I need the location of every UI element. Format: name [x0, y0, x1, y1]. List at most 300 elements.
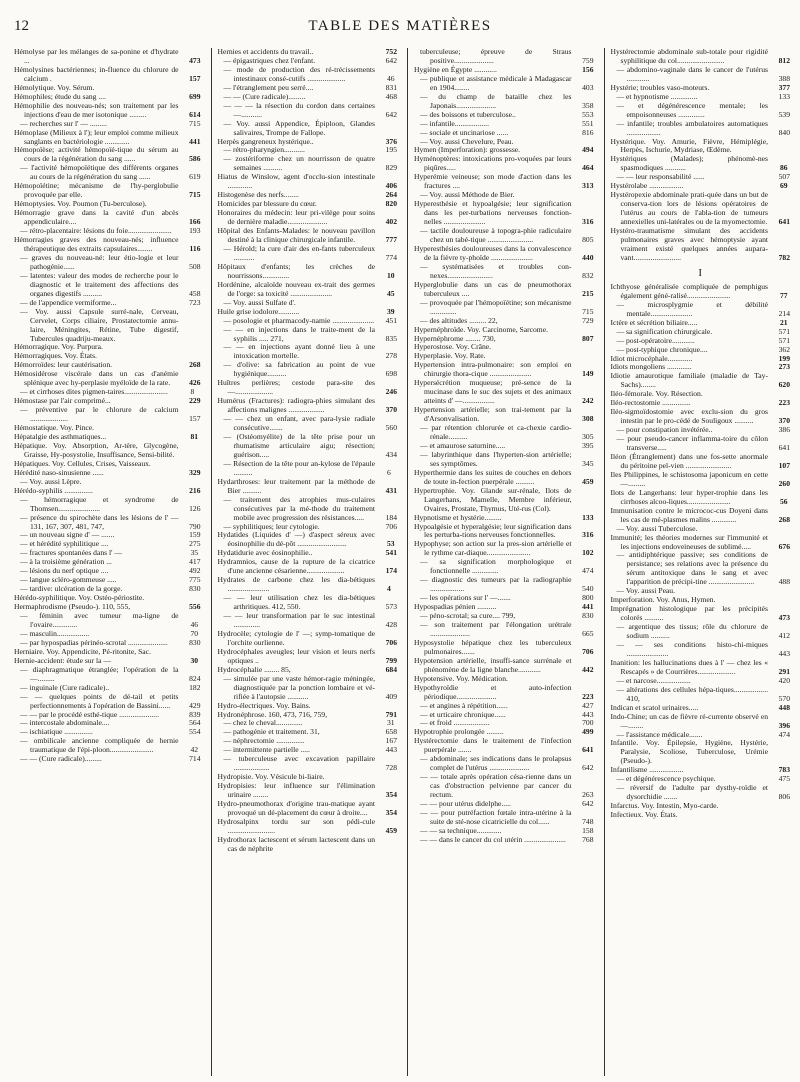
index-entry-page-number: 706 — [582, 646, 594, 656]
index-entry-page-number: 354 — [385, 808, 397, 818]
index-entry — [611, 605, 791, 623]
index-entry-text: — par hypospadias périnéo-scrotal ..................... — [20, 637, 168, 647]
index-entry-text: — recherches sur l' — ......... — [20, 118, 107, 128]
index-entry-text: — argentique des tissus; rôle du chlorure de sodium .......... — [616, 622, 770, 641]
index-entry-text: Iléo-sigmoïdostomie avec exclu-sion du gros intestin par le pro-cédé de Souligoux .......... — [610, 407, 770, 426]
index-entry — [611, 507, 791, 525]
index-entry — [14, 272, 201, 299]
index-entry — [611, 138, 791, 156]
index-entry-text: — Voy. aussi Tuberculose. — [616, 523, 698, 533]
index-entry-page-number: 464 — [582, 163, 594, 173]
index-entry-text: — Voy. aussi Chevelure, Peau. — [420, 136, 514, 146]
index-entry-text: — et angines à répétition...... — [420, 700, 508, 710]
index-entry-page-number: 729 — [582, 315, 594, 325]
index-entry — [14, 146, 201, 164]
index-entry-page-number: 291 — [778, 666, 790, 676]
index-entry-text: — un nouveau signe d' — ....... — [20, 530, 115, 540]
index-entry-page-number: 723 — [189, 297, 201, 307]
index-entry-page-number: 488 — [778, 577, 790, 587]
index-column-1 — [14, 48, 201, 1076]
index-entry-text: — — en injections ayant donné lieu à une intoxication mortelle. — [223, 342, 377, 361]
index-entry-text: Histogenèse des nerfs........ — [217, 190, 299, 200]
index-entry — [611, 713, 791, 731]
index-entry — [414, 93, 594, 111]
index-entry-page-number: 264 — [385, 190, 397, 200]
index-entry — [218, 209, 398, 227]
index-entry: Hernie-accident: étude sur la — 30 — [14, 655, 199, 665]
index-entry-text: — diaphragmatique étranglée; l'opération de la —......... — [20, 664, 181, 683]
index-entry-text: Hémorragiques. Voy. États. — [14, 351, 97, 361]
index-entry-text: — préventive par le chlorure de calcium .................... — [20, 405, 181, 424]
index-entry-text: — — sa technique............. — [420, 825, 502, 835]
index-entry — [218, 782, 398, 800]
index-entry — [414, 281, 594, 299]
index-entry-page-number: 133 — [778, 91, 790, 101]
index-entry-text: Hyperthermie dans les suites de couches en dehors de toute in-fection puerpérale .......... — [414, 467, 574, 486]
index-entry-text: Idiotie amaurotique familiale (maladie de Tay-Sachs)........ — [610, 371, 768, 390]
index-entry-page-number: 614 — [189, 109, 201, 119]
index-entry-page-number: 831 — [385, 82, 397, 92]
index-entry-text: Hydatides (Liquides d' —) d'aspect séreux avec éosinophilie du dé-pôt .......................... — [217, 530, 377, 549]
index-entry — [14, 102, 201, 120]
index-entry-page-number: 157 — [189, 414, 201, 424]
index-entry-text: Hypertrophie. Voy. Glande sur-rénale, Ilots de Langerhans, Mamelle, Membre inférieur, Ovaires, Prostate, Thymus, Uté-rus (Col). — [414, 485, 574, 513]
index-entry-text: — et urticaire chronique...... — [420, 709, 506, 719]
index-entry: — masculin................. 70 — [20, 628, 199, 638]
index-entry-text: — — quelques points de dé-tail et petits perfectionnements à l'opération de Bassini...... — [20, 691, 181, 710]
index-entry-text: Hiatus de Winslow, agent d'occlu-sion intestinale ............. — [217, 172, 377, 191]
index-entry-page-number: 216 — [189, 485, 201, 495]
index-entry-page-number: 805 — [582, 235, 594, 245]
index-entry-text: Hygiène en Égypte ............ — [414, 64, 497, 74]
index-entry — [218, 173, 398, 191]
index-entry: Hordénine, alcaloïde nouveau ex-trait des germes de l'orge: sa toxicité ...................... 45 — [217, 279, 395, 298]
index-entry-page-number: 642 — [582, 799, 594, 809]
index-entry-text: — et dégénérescence psychique. — [616, 774, 716, 784]
index-entry — [218, 379, 398, 397]
index-entry-text: — et cirrhoses dites pigmen-taires....................... — [20, 387, 168, 397]
index-entry-page-number: 829 — [385, 163, 397, 173]
index-entry-page-number: 830 — [189, 637, 201, 647]
index-entry-page-number: 748 — [582, 816, 594, 826]
index-entry-page-number: 698 — [385, 369, 397, 379]
index-entry-page-number: 377 — [778, 82, 790, 92]
index-entry-page-number: 149 — [582, 369, 594, 379]
index-entry-text: Homicides par blessure du cœur. — [217, 199, 317, 209]
index-entry-text: — et froid ................... — [420, 718, 490, 728]
index-entry-text: Hypophyse; son action sur la pres-sion artérielle et le rythme car-diaque....................... — [414, 539, 574, 558]
index-entry-page-number: 409 — [385, 691, 397, 701]
index-entry-text: Hydropisie. Voy. Vésicule bi-liaire. — [217, 772, 325, 782]
index-entry-text: Iléo-rectostomie ............... — [610, 398, 691, 408]
index-entry — [14, 164, 201, 182]
index-entry-text: — post-typhique chronique.... — [616, 344, 708, 354]
index-entry: — fractures spontanées dans l' — 35 — [20, 548, 199, 558]
index-entry-page-number: 715 — [189, 118, 201, 128]
index-entry-text: Herniaire. Voy. Appendicite, Pé-ritonite, Sac. — [14, 646, 151, 656]
index-entry — [14, 48, 201, 66]
index-entry-page-number: 354 — [385, 790, 397, 800]
index-entry — [414, 361, 594, 379]
index-entry-text: Idiot microcéphale............. — [610, 353, 693, 363]
index-entry-text: — hémorragique et syndrome de Thomsen...................... — [20, 494, 181, 513]
index-entry-page-number: 223 — [582, 691, 594, 701]
index-entry-text: Hydro-pneumothorax d'origine trau-matique ayant provoqué un dé-placement du cœur à droite.... — [217, 799, 377, 818]
index-entry-text: Hypertension artérielle; son trai-tement par la d'Arsonvalisation. — [414, 405, 574, 424]
index-entry-text: Hydramnios, cause de la rupture de la cicatrice d'une ancienne césarienne.................... — [217, 557, 377, 576]
index-entry-page-number: 316 — [582, 217, 594, 227]
index-entry-text: Immunisation contre le micrococ-cus Doyeni dans les cas de mé-plasmes malins ............. — [610, 505, 770, 524]
index-entry-page-number: 556 — [189, 602, 201, 612]
index-entry-page-number: 116 — [189, 243, 201, 253]
index-entry-text: Hypospadias pénien .......... — [414, 602, 497, 612]
index-entry — [218, 102, 398, 120]
index-entry-text: Hyperémie veineuse; son mode d'action dans les fractures .... — [414, 172, 574, 191]
index-entry-text: Infantilisme .................. — [610, 765, 684, 775]
index-entry — [611, 120, 791, 138]
index-entry-page-number: 676 — [778, 541, 790, 551]
index-entry — [218, 343, 398, 361]
index-column-3 — [407, 48, 594, 1076]
index-entry-text: — présence du spirochète dans les lésions de l' — 131, 167, 307, 481, 747, — [20, 512, 181, 531]
index-entry-page-number: 830 — [582, 611, 594, 621]
index-entry — [414, 639, 594, 657]
index-entry-page-number: 443 — [778, 648, 790, 658]
index-entry-page-number: 428 — [385, 620, 397, 629]
index-entry-page-number: 358 — [582, 100, 594, 110]
index-entry-page-number: 554 — [189, 727, 201, 737]
index-entry-text: — latentes: valeur des modes de recherche pour le diagnostic et le traitement des affections des organes digestifs .......... — [20, 270, 181, 298]
index-entry-page-number: 442 — [582, 664, 594, 674]
index-entry — [414, 299, 594, 317]
index-entry-page-number: 706 — [385, 521, 397, 531]
index-entry-text: Hémostatique. Voy. Pince. — [14, 423, 95, 433]
index-entry-page-number: 699 — [189, 91, 201, 101]
index-entry-text: — pathogénie et traitement. 31, — [223, 727, 320, 737]
index-entry — [14, 514, 201, 532]
index-entry-text: — abdomino-vaginale dans le cancer de l'utérus ............ — [616, 64, 770, 83]
index-entry — [414, 200, 594, 227]
index-entry-page-number: 700 — [582, 718, 594, 728]
index-entry-text: — tardive: ulcération de la gorge. — [20, 584, 123, 594]
index-entry-text: Infectieux. Voy. États. — [610, 810, 678, 820]
index-entry-text: Iléo-fémorale. Voy. Résection. — [610, 389, 703, 399]
index-entry — [611, 686, 791, 704]
index-entry-text: Indo-Chine; un cas de fièvre ré-currente observé en —........ — [610, 711, 770, 730]
index-entry-text: — chez le cheval.............. — [223, 718, 303, 728]
index-entry-page-number: 641 — [582, 745, 594, 755]
index-entry-text: — inguinale (Cure radicale).. — [20, 682, 110, 692]
index-entry-text: Hépatiques. Voy. Cellules, Crises, Vaisseaux. — [14, 458, 151, 468]
index-entry-page-number: 426 — [189, 378, 201, 388]
index-entry-page-number: 362 — [778, 344, 790, 354]
index-entry-text: Hémoplase (Milieux à l'); leur emploi comme milieux sanglants en bactériologie ............. — [14, 127, 181, 146]
index-entry-text: — néphrectomie ............... — [223, 736, 305, 746]
index-entry-page-number: 541 — [385, 548, 397, 558]
index-entry-text: Hyménoptères: intoxications pro-voquées par leurs piqûres..... — [414, 154, 574, 173]
index-entry-page-number: 840 — [778, 127, 790, 137]
index-entry-text: — diagnostic des tumeurs par la radiographie .................. — [420, 575, 574, 594]
index-entry-text: Hypoalgésie et hyperalgésie; leur signification dans les perturba-tions nerveuses fonctionnelles. — [414, 521, 574, 540]
index-entry-text: — et hypnotisme .............. — [616, 91, 698, 101]
index-entry-page-number: 278 — [385, 351, 397, 361]
index-entry-page-number: 156 — [582, 64, 594, 74]
index-entry-text: Hyperesthésie et hypoalgésie; leur signification dans les per-turbations nerveuses fonction-nelles ...................... — [414, 199, 574, 227]
index-entry: — Résection de la tête pour an-kylose de l'épaule .......... 6 — [223, 458, 391, 477]
index-entry-text: — et dégénérescence mentale; les empoisonneuses .............. — [616, 100, 770, 119]
index-entry-text: Indican et scatol urinaires..... — [610, 702, 699, 712]
index-entry — [218, 397, 398, 415]
index-entry-page-number: 412 — [778, 631, 790, 641]
index-entry-text: Ichthyose généralisée compliquée de pemphigus également géné-ralisé....................... — [610, 281, 770, 300]
index-entry-text: — du champ de bataille chez les Japonais..................... — [420, 91, 574, 110]
index-entry-text: Hermaphrodisme (Pseudo-). 110, 555, — [14, 602, 131, 612]
index-column-2 — [211, 48, 398, 1076]
index-entry-text: — labyrinthique dans l'hyperten-sion artérielle; ses symptômes. — [420, 449, 574, 468]
index-entry-page-number: 403 — [582, 82, 594, 92]
index-entry-page-number: 370 — [385, 405, 397, 415]
index-entry-text: Immunité; les théories modernes sur l'immunité et les injections endoveineuses de sublimé..... — [610, 532, 770, 551]
index-entry-text: — fractures spontanées dans l' — — [20, 548, 122, 558]
index-entry-text: Infantile. Voy. Épilepsie, Hygiène, Hystérie, Paralysie, Scoliose, Tuberculose, Urémie (Pseudo-). — [610, 738, 770, 766]
index-entry-text: — pour constipation invétérée.. — [616, 425, 713, 435]
index-entry — [14, 496, 201, 514]
index-entry — [218, 558, 398, 576]
index-entry-page-number: 223 — [778, 398, 790, 408]
index-entry-page-number: 665 — [582, 628, 594, 638]
index-entry-page-number: 388 — [778, 73, 790, 83]
index-entry-text: Hernie-accident: étude sur la — — [14, 655, 111, 665]
index-entry-text: — rétro-pharyngien........... — [223, 145, 305, 155]
index-entry-page-number: 475 — [778, 774, 790, 784]
index-entry — [414, 576, 594, 594]
index-entry-text: — de l'appendice vermiforme... — [20, 297, 117, 307]
index-entry: Hystériques (Malades); phénomè-nes spasmodiques ........... 86 — [610, 154, 788, 173]
index-entry-page-number: 429 — [189, 700, 201, 710]
index-entry-page-number: 167 — [385, 736, 397, 746]
index-entry-page-number: 273 — [778, 362, 790, 372]
index-entry — [218, 612, 398, 630]
index-entry-text: Hordénine, alcaloïde nouveau ex-trait des germes de l'orge: sa toxicité ...................... — [217, 279, 377, 298]
index-entry-page-number: 406 — [385, 181, 397, 191]
index-entry-text: Hémolysines bactériennes; in-fluence du chlorure de calcium . — [14, 64, 181, 83]
index-entry-page-number: 417 — [189, 557, 201, 567]
index-entry-page-number: 431 — [385, 485, 397, 495]
index-entry-text: Hystérique. Voy. Amurie, Fièvre, Hémiplégie, Herpès, Ischurie, Mydriase, Œdème. — [610, 136, 770, 155]
index-entry-page-number: 706 — [385, 637, 397, 647]
index-entry-text: — Voy. aussi Lèpre. — [20, 476, 82, 486]
index-entry-page-number: 775 — [189, 575, 201, 585]
index-entry-text: Hypotensive. Voy. Médication. — [414, 673, 508, 683]
index-entry — [414, 155, 594, 173]
index-entry — [218, 326, 398, 344]
index-entry-text: Hémorragie grave dans la cavité d'un abcès appendiculaire.... — [14, 208, 181, 227]
index-entry-page-number: 816 — [582, 127, 594, 137]
index-entry-text: — l'étranglement peu serré.... — [223, 82, 314, 92]
index-entry-text: — et amaurose saturnine..... — [420, 440, 506, 450]
index-entry — [414, 469, 594, 487]
index-entry — [414, 406, 594, 424]
index-entry-page-number: 684 — [385, 664, 397, 674]
index-entry: — féminin avec tumeur ma-ligne de l'ovaire............. 46 — [20, 611, 199, 629]
index-entry — [414, 75, 594, 93]
index-entry-text: Ilots de Langerhans: leur hyper-trophie dans les cirrhoses alcoo-liques....................... — [610, 487, 770, 506]
page-title: TABLE DES MATIÈRES — [308, 18, 492, 34]
index-entry — [218, 227, 398, 245]
index-entry-text: — intercostale abdominale.... — [20, 718, 110, 728]
index-entry — [611, 623, 791, 641]
index-entry — [414, 379, 594, 406]
index-entry-text: Imprégnation histologique par les précipités colorés .......... — [610, 604, 770, 623]
index-entry-text: Hypnotisme et hystérie......... — [414, 512, 502, 522]
index-entry-text: Hérédo-syphilitique. Voy. Ostéo-périostite. — [14, 593, 145, 603]
index-entry — [14, 129, 201, 147]
index-entry-page-number: 642 — [385, 109, 397, 119]
index-entry — [611, 811, 791, 820]
index-entry-page-number: 782 — [778, 252, 790, 262]
index-entry — [14, 406, 201, 424]
index-entry-text: — infantile; troubles ambulatoires automatiques .................. — [616, 118, 770, 137]
index-entry — [414, 540, 594, 558]
index-entry — [218, 415, 398, 433]
index-entry-text: Hyperostose. Voy. Crâne. — [414, 342, 492, 352]
index-entry-page-number: 824 — [189, 673, 201, 683]
index-entry-page-number: 305 — [582, 431, 594, 441]
index-entry-text: Humérus (Fractures): radiogra-phies simulant des affections malignes ................... — [217, 396, 377, 415]
index-entry-text: — — totale après opération césa-rienne dans un cas d'obstruction pelvienne par cancer du rectum. — [420, 772, 574, 800]
index-entry: Hépatalgie des asthmatiques... 81 — [14, 431, 199, 441]
index-entry-text: — Hérold; la cure d'air des en-fants tuberculeux ........... — [223, 243, 377, 262]
index-entry — [218, 836, 398, 854]
index-entry-text: Hydrothorax lactescent et sérum lactescent dans un cas de néphrite — [217, 834, 377, 853]
index-entry — [414, 558, 594, 576]
index-entry-page-number: 728 — [385, 763, 397, 773]
page-header — [14, 18, 786, 40]
index-entry — [218, 361, 398, 379]
index-entry-text: Imperforation. Voy. Anus, Hymen. — [610, 595, 716, 605]
index-entry — [218, 630, 398, 648]
index-entry-text: — (Ostéomyélite) de la tête prise pour un rhumatisme articulaire aigu; résection; guérison..... — [223, 431, 377, 459]
index-entry-text: — mode de production des ré-trécissements intestinaux consé-cutifs .................... — [223, 64, 377, 83]
index-entry-text: — langue scléro-gommeuse ..... — [20, 575, 117, 585]
index-entry-text: — et hérédité syphilitique .... — [20, 539, 109, 549]
index-entry-text: Hémolyse par les mélanges de sa-ponine et d'hydrate ... — [14, 48, 181, 65]
index-entry-page-number: 214 — [778, 308, 790, 318]
index-entry-text: — ischiatique ............... — [20, 727, 93, 737]
index-entry — [14, 666, 201, 684]
index-entry-text: Honoraires du médecin: leur pri-vilège pour soins de dernière maladie..................... — [217, 208, 377, 227]
index-entry-page-number: 157 — [189, 73, 201, 83]
index-entry-page-number: 396 — [778, 720, 790, 730]
index-entry-page-number: 474 — [582, 566, 594, 576]
index-entry — [218, 155, 398, 173]
index-entry-text: — zostériforme chez un nourrisson de quatre semaines .......... — [223, 154, 377, 173]
index-entry-page-number: 571 — [778, 326, 790, 336]
index-entry — [218, 433, 398, 460]
index-entry-text: — microsplygmie et débilité mentale...................... — [616, 299, 770, 318]
index-entry-page-number: 386 — [778, 425, 790, 435]
index-entry-text: — infantile.................. — [420, 118, 489, 128]
index-entry-text: Hépatalgie des asthmatiques... — [14, 431, 107, 441]
index-entry — [218, 120, 398, 138]
index-entry-text: Hydrocèle; cytologie de l' —; symp-tomatique de l'orchite ourlienne. — [217, 628, 377, 647]
index-entry — [611, 471, 791, 489]
index-entry-text: — tactile douloureuse à topogra-phie radiculaire chez un tabé-tique ........................ — [420, 226, 574, 245]
index-entry: Hydatides (Liquides d' —) d'aspect séreux avec éosinophilie du dé-pôt .......................... 53 — [217, 530, 395, 549]
index-entry-page-number: 835 — [385, 333, 397, 343]
index-entry-text: — des boissons et tuberculose.. — [420, 109, 516, 119]
index-entry-text: Hydrocéphales aveugles; leur vision et leurs nerfs optiques .. — [217, 646, 377, 665]
index-column-4 — [604, 48, 791, 1076]
index-entry — [611, 453, 791, 471]
index-entry-text: Hémophilie des nouveau-nés; son traitement par les injections d'eau de mer isotonique ......... — [14, 100, 181, 119]
index-entry — [14, 182, 201, 200]
index-entry-page-number: 443 — [582, 709, 594, 719]
index-entry-text: Idiots mongoliens ............. — [610, 362, 692, 372]
index-entry: Ictère et sécrétion biliaire..... 21 — [610, 317, 788, 327]
index-entry-page-number: 539 — [778, 109, 790, 119]
index-entry — [414, 809, 594, 827]
index-entry-text: — sociale et uncinariose ...... — [420, 127, 509, 137]
index-entry — [14, 254, 201, 272]
index-entry-page-number: 451 — [385, 315, 397, 325]
index-entry-page-number: 427 — [582, 700, 594, 710]
index-entry-text: — féminin avec tumeur ma-ligne de l'ovaire............. — [20, 611, 181, 629]
index-entry — [611, 227, 791, 263]
index-entry-page-number: 308 — [582, 414, 594, 424]
index-entry-text: Hérédité naso-sinusienne ...... — [14, 467, 104, 477]
index-columns — [14, 48, 790, 1076]
index-entry — [414, 737, 594, 755]
index-entry — [218, 818, 398, 836]
index-entry-text: — posologie et pharmacody-namie ...................... — [223, 315, 375, 325]
index-entry-text: Hypernéphrome ........ 730, — [414, 333, 496, 343]
index-entry-page-number: 790 — [189, 521, 201, 531]
index-entry-text: Hérédo-syphilis ............... — [14, 485, 93, 495]
index-entry-text: — intermittente partielle ..... — [223, 745, 310, 755]
index-entry-page-number: 184 — [385, 512, 397, 522]
index-entry — [414, 523, 594, 541]
index-entry-page-number: 658 — [385, 727, 397, 737]
index-entry-page-number: 752 — [385, 48, 397, 56]
index-entry: Hydrates de carbone chez les dia-bétiques ...................... 4 — [217, 575, 391, 594]
index-entry-page-number: 494 — [582, 145, 594, 155]
index-entry-text: — — pour utérus didelphe..... — [420, 799, 511, 809]
index-entry-page-number: 783 — [778, 765, 790, 775]
index-entry-page-number: 316 — [582, 530, 594, 540]
index-entry-page-number: 573 — [385, 602, 397, 612]
index-entry — [611, 551, 791, 587]
index-entry — [414, 245, 594, 263]
index-entry-text: — lésions du nerf optique .... — [20, 566, 109, 576]
index-entry-text: Hystéropexie abdominale prati-quée dans un but de conserva-tion lors de lésions opératoires de l'utérus au cours de l'abla-tion de tumeurs annexielles uni-latérales ou de la myomectomie. — [610, 190, 770, 227]
index-entry-page-number: 642 — [582, 763, 594, 773]
index-entry-page-number: 275 — [189, 539, 201, 549]
index-entry-text: — — — la résection du cordon dans certaines —........... — [223, 100, 377, 119]
index-entry-text: Hystérectomie abdominale sub-totale pour rigidité syphilitique du col......................... — [610, 48, 770, 65]
index-entry-text: Huîtres perlières; cestode para-site des —.................... — [217, 378, 377, 397]
index-entry-page-number: 507 — [778, 172, 790, 182]
index-entry-text: Hystérolabe .................. — [610, 181, 684, 191]
index-entry-page-number: 473 — [189, 55, 201, 65]
page-number: 12 — [14, 18, 29, 34]
index-entry-page-number: 126 — [189, 503, 201, 513]
index-entry-page-number: 458 — [189, 288, 201, 298]
index-entry-text: Hydatidurie avec éosinophilie.. — [217, 548, 313, 558]
index-entry-page-number: 133 — [582, 512, 594, 522]
index-entry-text: — et narcose.................. — [616, 675, 691, 685]
index-entry-page-number: 768 — [582, 834, 594, 844]
